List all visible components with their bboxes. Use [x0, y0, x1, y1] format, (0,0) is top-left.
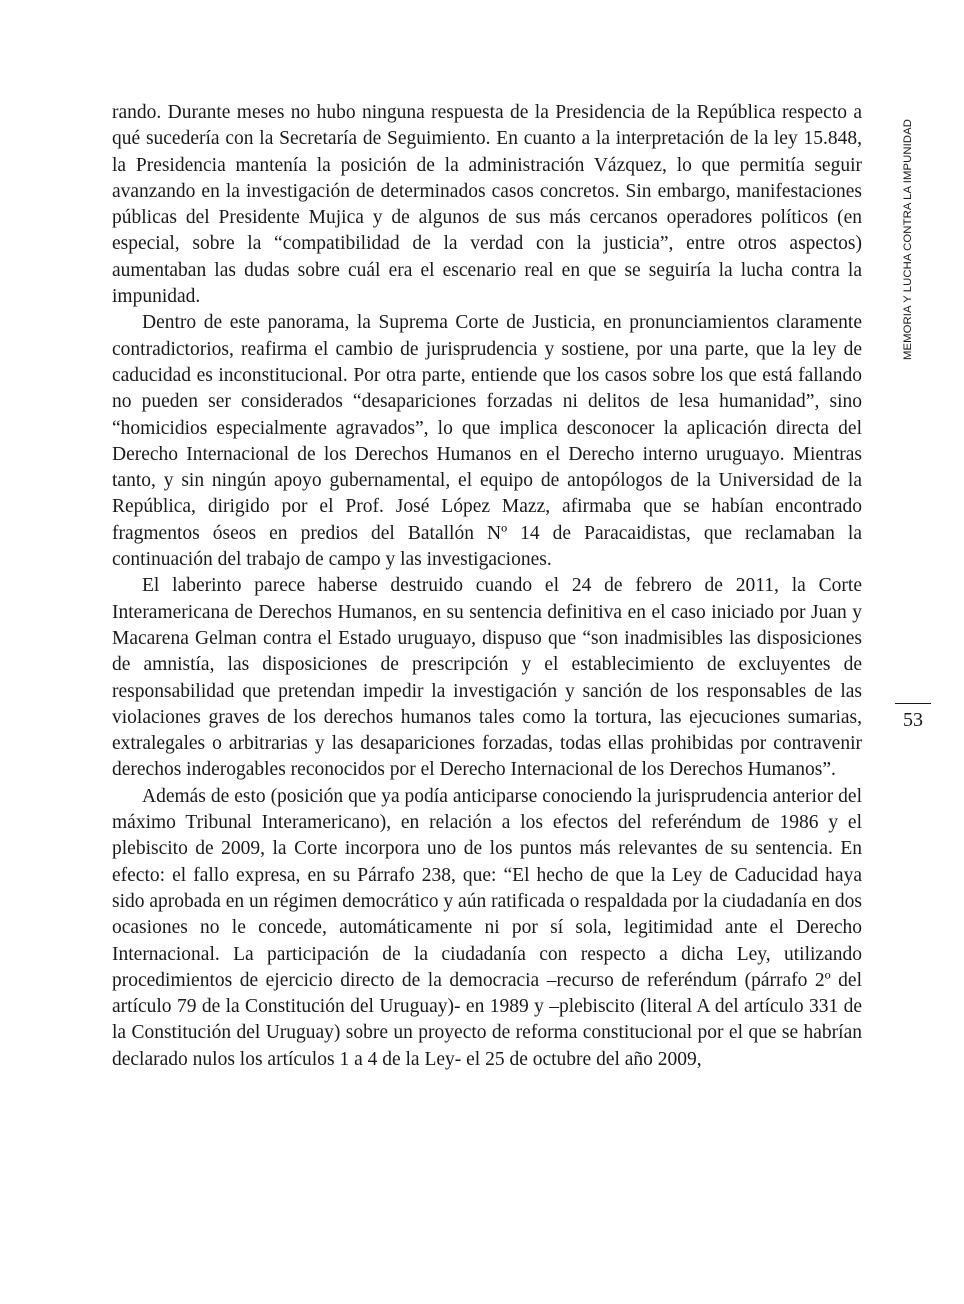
paragraph-2: Dentro de este panorama, la Suprema Corte de Justicia, en pronunciamientos claramente contradictorios, reafirma el cambio de jurisprudencia y sostiene, por una parte, que la ley de caducidad es inconstitucional. Por otra parte, entiende que los casos sobre los que está fallando no pueden ser considerados “desapariciones forzadas ni delitos de lesa humanidad”, sino “homicidios especialmente agravados”, lo que implica desconocer la aplicación directa del Derecho Internacional de los Derechos Humanos en el Derecho interno uruguayo. Mientras tanto, y sin ningún apoyo gubernamental, el equipo de antopólogos de la Universidad de la República, dirigido por el Prof. José López Mazz, afirmaba que se habían encontrado fragmentos óseos en predios del Batallón Nº 14 de Paracaidistas, que reclamaban la continuación del trabajo de campo y las investigaciones.	[112, 312, 862, 571]
page-number-rule	[895, 703, 931, 704]
paragraph-1: rando. Durante meses no hubo ninguna respuesta de la Presidencia de la República respecto a qué sucedería con la Secretaría de Seguimiento. En cuanto a la interpretación de la ley 15.848, la Presidencia mantenía la posición de la administración Vázquez, lo que permitía seguir avanzando en la investigación de determinados casos concretos. Sin embargo, manifestaciones públicas del Presidente Mujica y de algunos de sus más cercanos operadores políticos (en especial, sobre la “compatibilidad de la verdad con la justicia”, entre otros aspectos) aumentaban las dudas sobre cuál era el escenario real en que se seguiría la lucha contra la impunidad.	[112, 102, 862, 308]
body-text	[112, 100, 862, 1073]
running-head: MEMORIA Y LUCHA CONTRA LA IMPUNIDAD	[902, 119, 914, 360]
paragraph-4: Además de esto (posición que ya podía anticiparse conociendo la jurisprudencia anterior del máximo Tribunal Interamericano), en relación a los efectos del referéndum de 1986 y el plebiscito de 2009, la Corte incorpora uno de los puntos más relevantes de su sentencia. En efecto: el fallo expresa, en su Párrafo 238, que: “El hecho de que la Ley de Caducidad haya sido aprobada en un régimen democrático y aún ratificada o respaldada por la ciudadanía en dos ocasiones no le concede, automáticamente ni por sí sola, legitimidad ante el Derecho Internacional. La participación de la ciudadanía con respecto a dicha Ley, utilizando procedimientos de ejercicio directo de la democracia –recurso de referéndum (párrafo 2º del artículo 79 de la Constitución del Uruguay)- en 1989 y –plebiscito (literal A del artículo 331 de la Constitución del Uruguay) sobre un proyecto de reforma constitucional por el que se habrían declarado nulos los artículos 1 a 4 de la Ley- el 25 de octubre del año 2009,	[112, 785, 862, 1070]
paragraph-3: El laberinto parece haberse destruido cuando el 24 de febrero de 2011, la Corte Interamericana de Derechos Humanos, en su sentencia definitiva en el caso iniciado por Juan y Macarena Gelman contra el Estado uruguayo, dispuso que “son inadmisibles las disposiciones de amnistía, las disposiciones de prescripción y el establecimiento de excluyentes de responsabilidad que pretendan impedir la investigación y sanción de los responsables de las violaciones graves de los derechos humanos tales como la tortura, las ejecuciones sumarias, extralegales o arbitrarias y las desapariciones forzadas, todas ellas prohibidas por contravenir derechos inderogables reconocidos por el Derecho Internacional de los Derechos Humanos”.	[112, 575, 862, 781]
page-number: 53	[903, 709, 923, 731]
